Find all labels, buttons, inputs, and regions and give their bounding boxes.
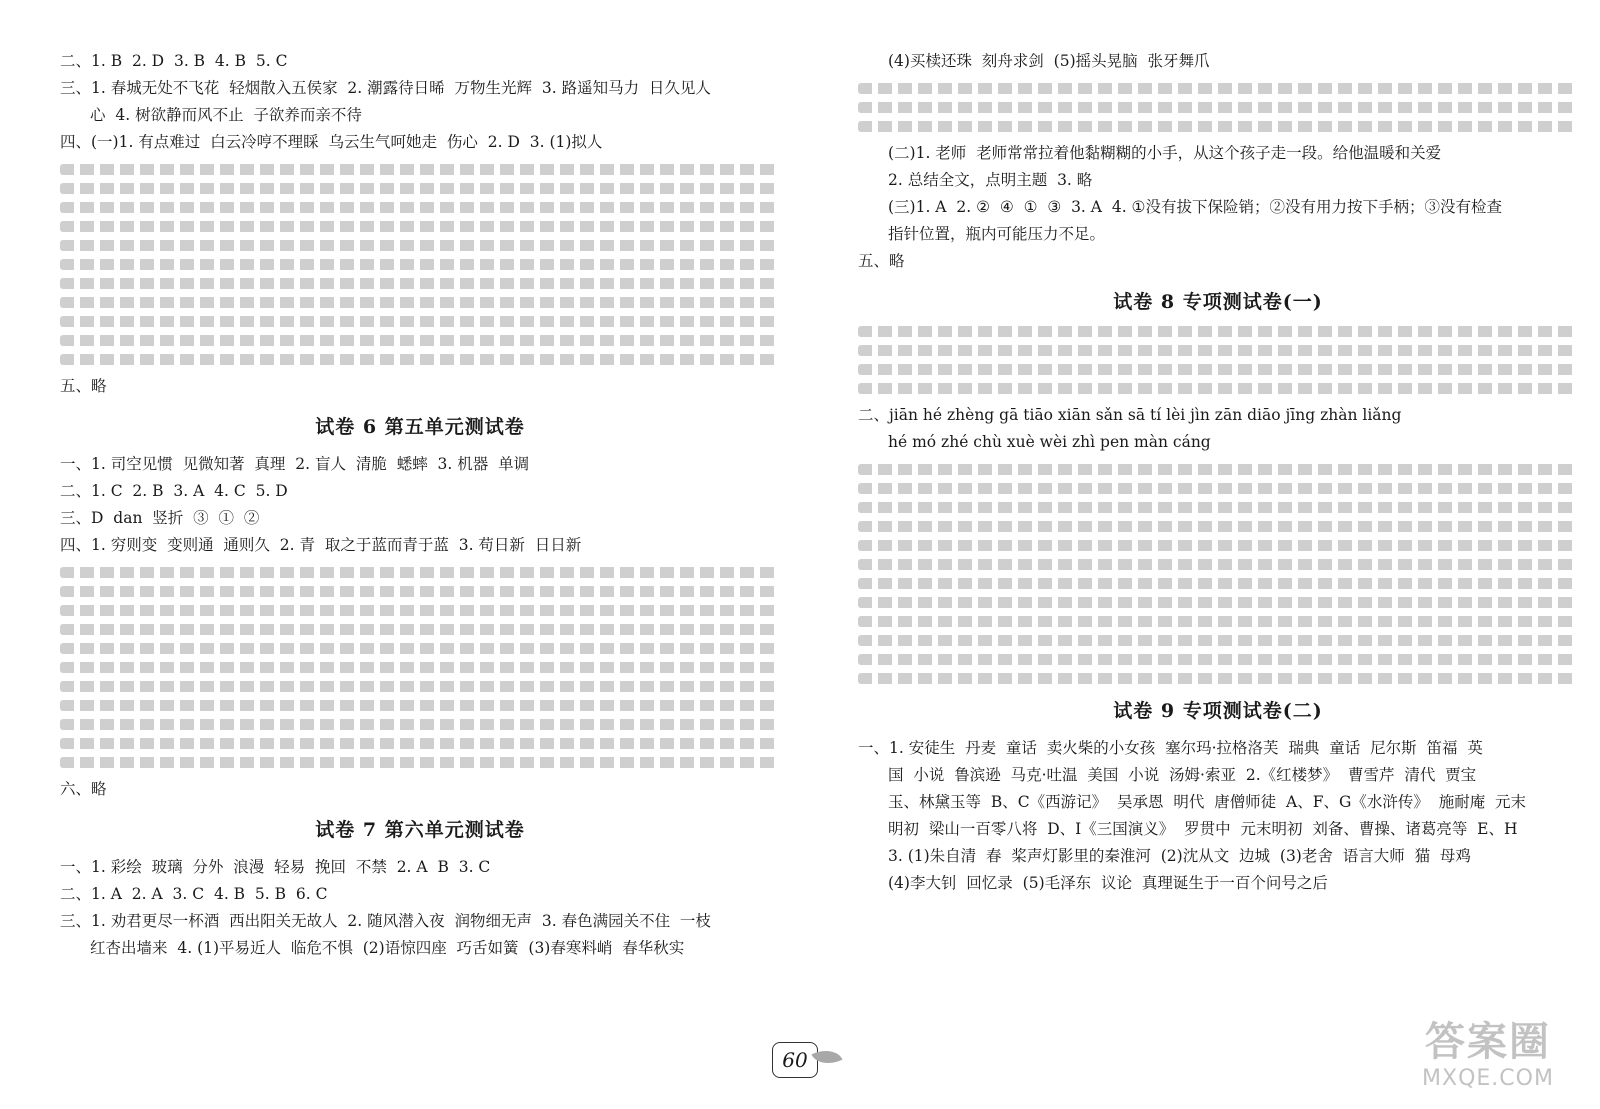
test8-title: 试卷 8 专项测试卷(一) (1113, 291, 1323, 313)
unreadable-text-line (60, 354, 780, 365)
answer-line: 三、1. 春城无处不飞花 轻烟散入五侯家 2. 潮露待日晞 万物生光辉 3. 路遥知马力 日久见人 (60, 79, 711, 97)
answer-line: 二、1. B 2. D 3. B 4. B 5. C (60, 52, 288, 70)
unreadable-text-line (60, 183, 780, 194)
unreadable-text-line (60, 164, 780, 175)
unreadable-text-line (858, 521, 1578, 532)
answer-line: 二、1. C 2. B 3. A 4. C 5. D (60, 482, 288, 500)
unreadable-text-line (60, 567, 780, 578)
unreadable-text-line (60, 719, 780, 730)
answer-line: 一、1. 安徒生 丹麦 童话 卖火柴的小女孩 塞尔玛·拉格洛芙 瑞典 童话 尼尔斯 笛福 英 (858, 739, 1483, 757)
unreadable-text-line (858, 364, 1578, 375)
answer-line: (三)1. A 2. ② ④ ① ③ 3. A 4. ①没有拔下保险销；②没有用力按下手柄；③没有检查 (888, 198, 1502, 216)
unreadable-text-line (858, 326, 1578, 337)
answer-line: 六、略 (60, 780, 107, 798)
answer-line: 红杏出墙来 4. (1)平易近人 临危不惧 (2)语惊四座 巧舌如簧 (3)春寒料峭 春华秋实 (90, 939, 685, 957)
unreadable-text-line (858, 102, 1578, 113)
unreadable-text-line (60, 624, 780, 635)
unreadable-text-line (60, 297, 780, 308)
unreadable-text-line (858, 483, 1578, 494)
unreadable-text-line (858, 502, 1578, 513)
unreadable-text-line (858, 383, 1578, 394)
unreadable-text-line (60, 259, 780, 270)
unreadable-text-line (60, 700, 780, 711)
unreadable-text-line (60, 643, 780, 654)
answer-line: (二)1. 老师 老师常常拉着他黏糊糊的小手，从这个孩子走一段。给他温暖和关爱 (888, 144, 1442, 162)
unreadable-text-line (858, 345, 1578, 356)
answer-line: 五、略 (858, 252, 905, 270)
unreadable-text-line (60, 738, 780, 749)
unreadable-text-line (858, 464, 1578, 475)
unreadable-text-line (858, 597, 1578, 608)
page-number-badge (768, 1040, 848, 1080)
answer-line: 二、jiān hé zhèng gā tiāo xiān sǎn sā tí lèi jìn zān diāo jīng zhàn liǎng (858, 406, 1402, 424)
unreadable-text-line (858, 673, 1578, 684)
watermark-text: 答案圈 (1425, 1019, 1551, 1065)
answer-line: 明初 梁山一百零八将 D、I《三国演义》 罗贯中 元末明初 刘备、曹操、诸葛亮等 E、H (888, 820, 1518, 838)
unreadable-text-line (60, 605, 780, 616)
watermark-url: MXQE.COM (1422, 1066, 1554, 1091)
unreadable-text-line (60, 681, 780, 692)
unreadable-text-line (60, 240, 780, 251)
answer-line: 一、1. 司空见惯 见微知著 真理 2. 盲人 清脆 蟋蟀 3. 机器 单调 (60, 455, 530, 473)
answer-line: 指针位置，瓶内可能压力不足。 (888, 225, 1106, 243)
answer-line: 四、(一)1. 有点难过 白云冷哼不理睬 乌云生气呵她走 伤心 2. D 3. (1)拟人 (60, 133, 603, 151)
right-column (858, 48, 1578, 897)
unreadable-text-line (60, 757, 780, 768)
test9-title: 试卷 9 专项测试卷(二) (1113, 700, 1323, 722)
answer-line: 二、1. A 2. A 3. C 4. B 5. B 6. C (60, 885, 328, 903)
watermark-logo (1388, 1018, 1588, 1102)
unreadable-text-line (60, 586, 780, 597)
unreadable-text-line (858, 654, 1578, 665)
unreadable-text-line (858, 121, 1578, 132)
answer-line: 3. (1)朱自清 春 桨声灯影里的秦淮河 (2)沈从文 边城 (3)老舍 语言大师 猫 母鸡 (888, 847, 1471, 865)
answer-line: 心 4. 树欲静而风不止 子欲养而亲不待 (90, 106, 362, 124)
answer-line: 三、D dan 竖折 ③ ① ② (60, 509, 260, 527)
unreadable-text-line (60, 335, 780, 346)
answer-line: 玉、林黛玉等 B、C《西游记》 吴承恩 明代 唐僧师徒 A、F、G《水浒传》 施耐庵 元末 (888, 793, 1527, 811)
answer-line: 国 小说 鲁滨逊 马克·吐温 美国 小说 汤姆·索亚 2.《红楼梦》 曹雪芹 清代 贾宝 (888, 766, 1477, 784)
answer-line: 三、1. 劝君更尽一杯酒 西出阳关无故人 2. 随风潜入夜 润物细无声 3. 春色满园关不住 一枝 (60, 912, 711, 930)
test7-title: 试卷 7 第六单元测试卷 (315, 819, 525, 841)
unreadable-text-line (60, 316, 780, 327)
answer-line: (4)李大钊 回忆录 (5)毛泽东 议论 真理诞生于一百个问号之后 (888, 874, 1328, 892)
answer-line: (4)买椟还珠 刻舟求剑 (5)摇头晃脑 张牙舞爪 (888, 52, 1210, 70)
unreadable-text-line (60, 278, 780, 289)
unreadable-text-line (858, 578, 1578, 589)
unreadable-text-line (60, 202, 780, 213)
answer-line: hé mó zhé chù xuè wèi zhì pen màn cáng (888, 433, 1211, 451)
test6-title: 试卷 6 第五单元测试卷 (315, 416, 525, 438)
unreadable-text-line (858, 83, 1578, 94)
answer-line: 四、1. 穷则变 变则通 通则久 2. 青 取之于蓝而青于蓝 3. 苟日新 日日新 (60, 536, 582, 554)
unreadable-text-line (858, 540, 1578, 551)
unreadable-text-line (60, 221, 780, 232)
page-number: 60 (772, 1042, 818, 1078)
answer-line: 一、1. 彩绘 玻璃 分外 浪漫 轻易 挽回 不禁 2. A B 3. C (60, 858, 491, 876)
unreadable-text-line (858, 616, 1578, 627)
unreadable-text-line (60, 662, 780, 673)
left-column (60, 48, 780, 962)
answer-line: 五、略 (60, 377, 107, 395)
answer-line: 2. 总结全文，点明主题 3. 略 (888, 171, 1093, 189)
unreadable-text-line (858, 559, 1578, 570)
unreadable-text-line (858, 635, 1578, 646)
